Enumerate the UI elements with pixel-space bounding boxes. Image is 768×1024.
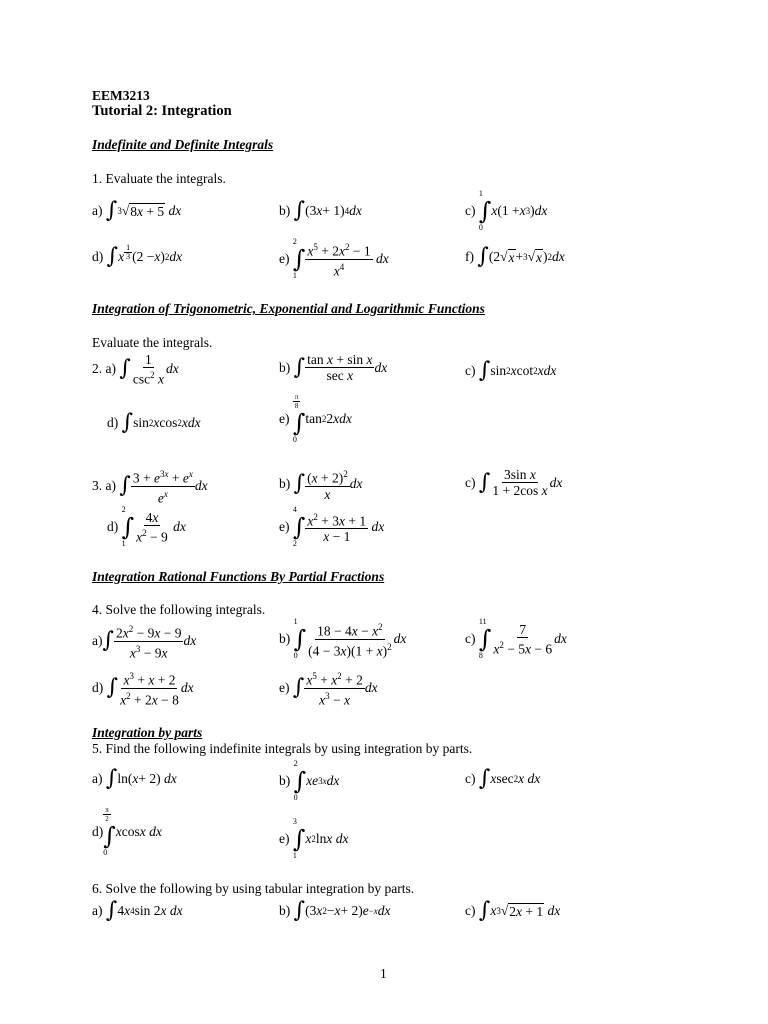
label: e) (279, 251, 290, 266)
label: 3. a) (92, 478, 116, 493)
q1e: e) 2 ∫ 1 $\frac{x^5 + 2x^2 - 1}{x^4}$ dx (279, 237, 389, 280)
label: d) (92, 823, 104, 839)
q4c: c) 11 ∫ 8 $\frac{7}{x^2 - 5x - 6}$ dx (465, 617, 567, 660)
q5d: d) $\frac{\pi}{2}$ ∫ 0 x cos x dx (92, 806, 162, 857)
q6b: b) ∫ (3 x 2 − x + 2) e −x dx (279, 898, 391, 923)
q6a: a) ∫ 4 x 4 sin 2 x dx (92, 898, 183, 923)
label: d) (92, 680, 104, 695)
label: b) (279, 773, 291, 788)
question-2-prompt: Evaluate the integrals. (92, 335, 213, 350)
question-1-prompt: 1. Evaluate the integrals. (92, 171, 226, 186)
label: d) (92, 249, 104, 264)
q5a: a) ∫ ln( x + 2) dx (92, 766, 177, 791)
q3d: d) 2 ∫ 1 $\frac{4x}{x^2 - 9}$ dx (107, 505, 186, 548)
q3b: b) ∫ $\frac{(x + 2)^2}{x}$ dx (279, 469, 363, 502)
label: b) (279, 631, 291, 646)
section-heading-trig: Integration of Trigonometric, Exponential and Logarithmic Functions (92, 301, 485, 316)
label: d) (107, 519, 119, 534)
label: e) (279, 680, 290, 695)
q4e: e) ∫ $\frac{x^5 + x^2 + 2}{x^3 - x}$ dx (279, 671, 378, 707)
q1a: a) ∫ 3 √ 8x + 5 dx (92, 198, 182, 223)
question-4-prompt: 4. Solve the following integrals. (92, 602, 266, 617)
page-number: 1 (380, 966, 387, 981)
label: c) (465, 203, 476, 218)
section-heading-partial-fractions: Integration Rational Functions By Partial Fractions (92, 569, 385, 584)
label: e) (279, 519, 290, 534)
section-heading-by-parts: Integration by parts (92, 725, 203, 740)
q2a: 2. a) ∫ $\frac{1}{\csc^2 x}$ dx (92, 352, 179, 387)
label: b) (279, 476, 291, 492)
q1b: b) ∫ (3 x + 1) 4 dx (279, 198, 362, 223)
label: a) (92, 903, 103, 918)
label: c) (465, 771, 476, 786)
q4b: b) 1 ∫ 0 $\frac{18 - 4x - x^2}{(4 - 3x)(1 + x)^2}$ dx (279, 617, 407, 660)
label: a) (92, 633, 103, 648)
q4a: a) ∫ $\frac{2x^2 - 9x - 9}{x^3 - 9x}$ dx (92, 624, 197, 660)
q1c: c) 1 ∫ 0 x (1 + x 3 ) dx (465, 189, 548, 232)
q3a: 3. a) ∫ $\frac{3 + e^{3x} + e^x}{e^x}$ dx (92, 469, 208, 505)
label: b) (279, 359, 291, 375)
q5e: e) 3 ∫ 1 x 2 ln x dx (279, 817, 349, 860)
label: 2. a) (92, 361, 116, 377)
label: c) (465, 903, 476, 918)
section-heading-indefinite: Indefinite and Definite Integrals (92, 137, 274, 152)
label: b) (279, 903, 291, 918)
q2d: d) ∫ sin 2 x cos 2 xdx (107, 410, 201, 435)
question-5-prompt: 5. Find the following indefinite integrals by using integration by parts. (92, 741, 473, 756)
label: d) (107, 415, 119, 430)
q2b: b) ∫ $\frac{\text{tan x + sin x}}{\text{sec x}}$ dx (279, 352, 388, 383)
q1d: d) ∫ x $\frac{1}{3}$ (2 − x ) 2 dx (92, 242, 183, 269)
q6c: c) ∫ x 3 √ 2x + 1 dx (465, 898, 561, 923)
q4d: d) ∫ $\frac{x^3 + x + 2}{x^2 + 2x - 8}$ dx (92, 671, 194, 707)
q2e: e) $\frac{\pi}{8}$ ∫ 0 tan 2 2 xdx (279, 393, 352, 444)
q5b: b) 2 ∫ 0 xe 3x dx (279, 759, 340, 802)
q3c: c) ∫ $\frac{\text{3sin x}}{\text{1 + 2cos x}}$ dx (465, 467, 563, 498)
label: b) (279, 203, 291, 218)
label: c) (465, 474, 476, 490)
page-title: Tutorial 2: Integration (92, 103, 232, 119)
q1f: f) ∫ (2√ x + 3 √ x ) 2 dx (465, 244, 565, 269)
label: f) (465, 249, 474, 264)
label: a) (92, 771, 103, 786)
course-code: EEM3213 (92, 88, 150, 103)
label: e) (279, 831, 290, 846)
label: a) (92, 203, 103, 218)
label: e) (279, 410, 290, 426)
label: c) (465, 631, 476, 646)
question-6-prompt: 6. Solve the following by using tabular integration by parts. (92, 881, 415, 896)
label: c) (465, 363, 476, 378)
q2c: c) ∫ sin 2 x cot 2 xdx (465, 358, 557, 383)
q5c: c) ∫ x sec 2 x dx (465, 766, 541, 791)
q3e: e) 4 ∫ 2 $\frac{x^2 + 3x + 1}{x - 1}$ dx (279, 505, 385, 548)
